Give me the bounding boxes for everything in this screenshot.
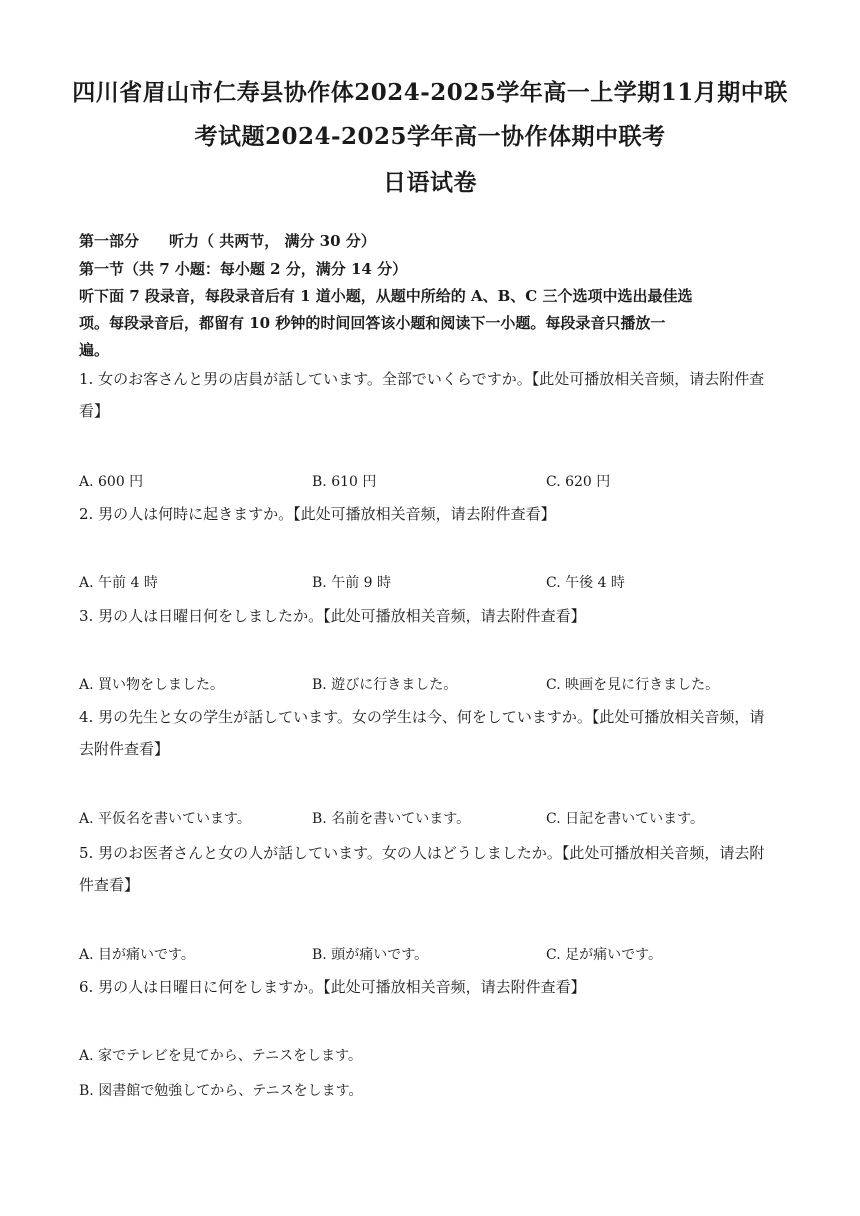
exam-title-line-1: 四川省眉山市仁寿县协作体2024-2025学年高一上学期11月期中联 [72,79,788,106]
option-a[interactable]: A. 買い物をしました。 [79,677,225,693]
option-b[interactable]: B. 頭が痛いです。 [312,947,429,963]
option-c[interactable]: C. 足が痛いです。 [546,947,662,963]
option-b[interactable]: B. 遊びに行きました。 [312,677,458,693]
question-text: 5. 男のお医者さんと女の人が話しています。女の人はどうしましたか。【此处可播放相关音频，请去附 [79,844,765,862]
option-a[interactable]: A. 午前 4 時 [79,575,158,591]
option-b[interactable]: B. 名前を書いています。 [312,811,471,827]
question-text: 1. 女のお客さんと男の店員が話しています。全部でいくらですか。【此处可播放相关音频，请去附件查 [79,370,765,388]
question-text-cont: 去附件查看】 [79,740,170,758]
option-a[interactable]: A. 600 円 [79,474,144,490]
option-a[interactable]: A. 平仮名を書いています。 [79,811,251,827]
section1-heading: 第一节（共 7 小题：每小题 2 分，满分 14 分） [79,260,408,278]
part1-heading: 第一部分 听力（ 共两节， 满分 30 分） [79,232,376,250]
question-text-cont: 件查看】 [79,876,140,894]
option-c[interactable]: C. 午後 4 時 [546,575,625,591]
question-text: 2. 男の人は何時に起きますか。【此处可播放相关音频，请去附件查看】 [79,505,556,523]
instructions-line-3: 遍。 [79,341,110,359]
exam-title-line-2: 考试题2024-2025学年高一协作体期中联考 [194,123,666,150]
exam-title-line-3: 日语试卷 [383,169,477,196]
option-c[interactable]: C. 620 円 [546,474,611,490]
option-a[interactable]: A. 目が痛いです。 [79,947,195,963]
question-text: 4. 男の先生と女の学生が話しています。女の学生は今、何をしていますか。【此处可播放相关音频，请 [79,708,765,726]
option-a[interactable]: A. 家でテレビを見てから、テニスをします。 [79,1048,363,1064]
option-c[interactable]: C. 映画を見に行きました。 [546,677,720,693]
instructions-line-1: 听下面 7 段录音，每段录音后有 1 道小题，从题中所给的 A、B、C 三个选项中选出最佳选 [79,287,693,305]
option-b[interactable]: B. 午前 9 時 [312,575,391,591]
question-text-cont: 看】 [79,402,110,420]
option-b[interactable]: B. 図書館で勉強してから、テニスをします。 [79,1083,363,1099]
option-b[interactable]: B. 610 円 [312,474,377,490]
option-c[interactable]: C. 日記を書いています。 [546,811,704,827]
question-text: 3. 男の人は日曜日何をしましたか。【此处可播放相关音频，请去附件查看】 [79,607,586,625]
question-text: 6. 男の人は日曜日に何をしますか。【此处可播放相关音频，请去附件查看】 [79,978,586,996]
instructions-line-2: 项。每段录音后，都留有 10 秒钟的时间回答该小题和阅读下一小题。每段录音只播放一 [79,314,666,332]
